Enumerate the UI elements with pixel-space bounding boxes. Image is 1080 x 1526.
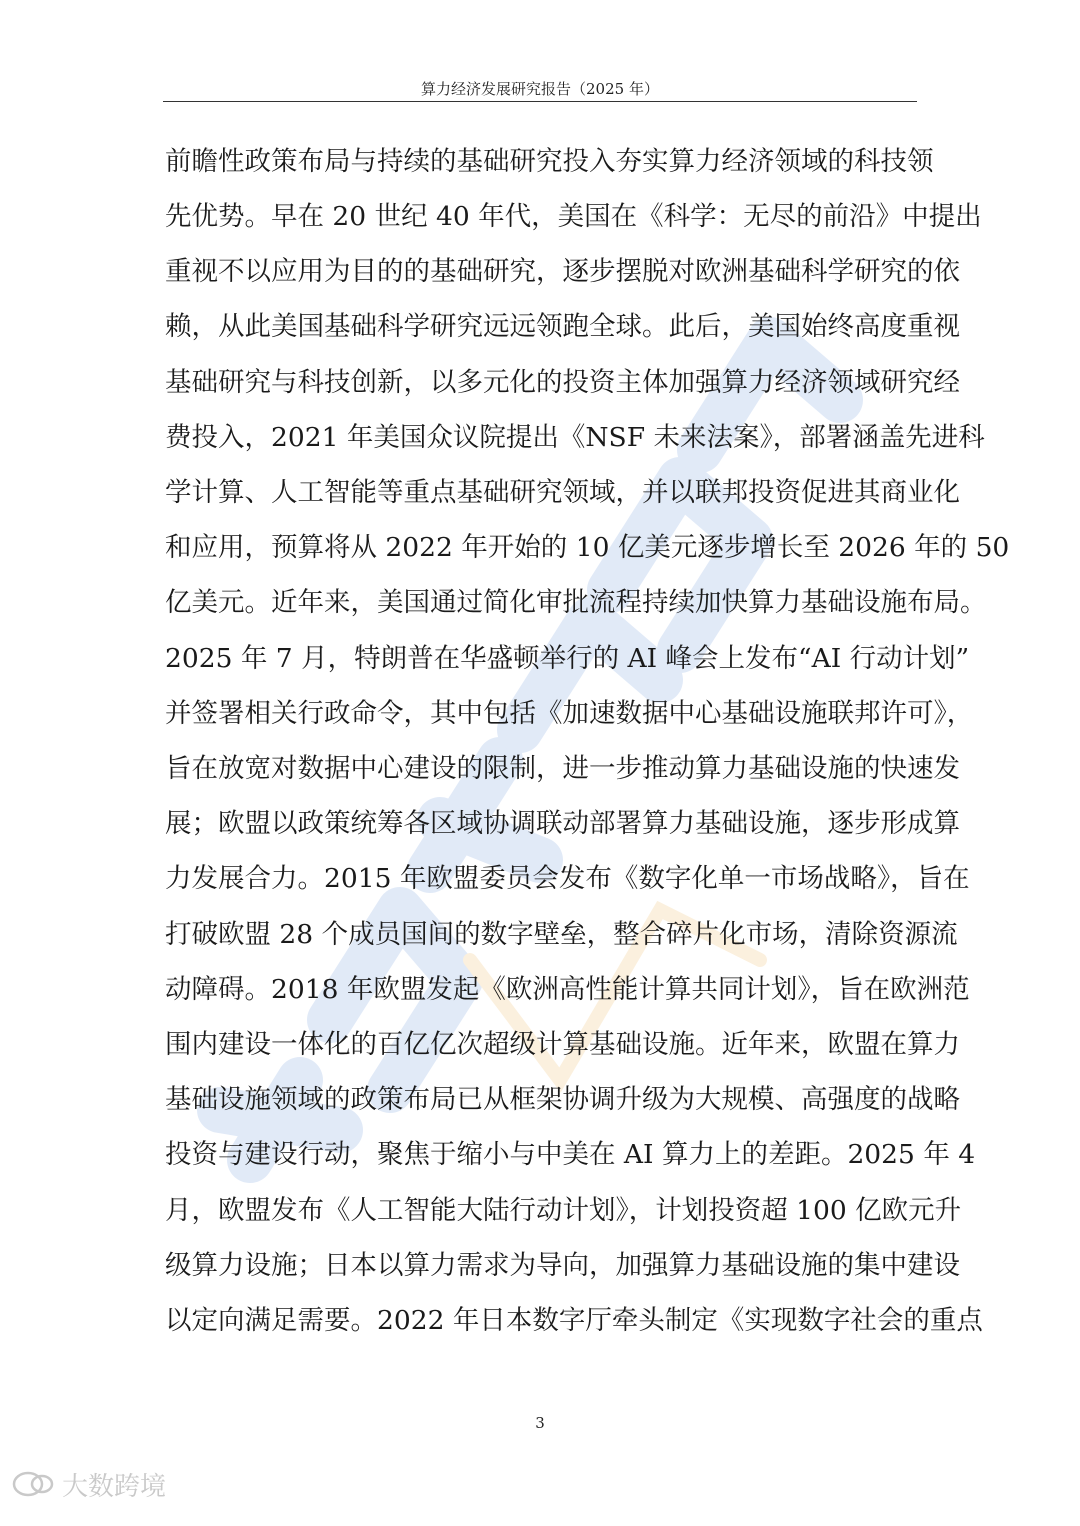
text-line: 基础设施领域的政策布局已从框架协调升级为大规模、高强度的战略 [165, 1084, 960, 1115]
header-rule [163, 101, 917, 102]
text-line: 费投入，2021 年美国众议院提出《NSF 未来法案》，部署涵盖先进科 [165, 422, 985, 453]
chat-bubble-icon [10, 1469, 56, 1499]
text-line: 赖，从此美国基础科学研究远远领跑全球。此后，美国始终高度重视 [165, 311, 960, 342]
text-line: 和应用，预算将从 2022 年开始的 10 亿美元逐步增长至 2026 年的 50 [165, 532, 1010, 563]
text-line: 前瞻性政策布局与持续的基础研究投入夯实算力经济领域的科技领 [165, 146, 934, 177]
source-watermark [10, 1464, 166, 1504]
text-line: 力发展合力。2015 年欧盟委员会发布《数字化单一市场战略》，旨在 [165, 863, 970, 894]
text-line: 基础研究与科技创新，以多元化的投资主体加强算力经济领域研究经 [165, 367, 960, 398]
text-line: 投资与建设行动，聚焦于缩小与中美在 AI 算力上的差距。2025 年 4 [165, 1139, 976, 1170]
text-line: 以定向满足需要。2022 年日本数字厅牵头制定《实现数字社会的重点 [165, 1305, 983, 1336]
text-line: 旨在放宽对数据中心建设的限制，进一步推动算力基础设施的快速发 [165, 753, 960, 784]
text-line: 重视不以应用为目的的基础研究，逐步摆脱对欧洲基础科学研究的依 [165, 256, 960, 287]
running-header: 算力经济发展研究报告（2025 年） [421, 80, 659, 98]
text-line: 并签署相关行政命令，其中包括《加速数据中心基础设施联邦许可》， [165, 698, 974, 729]
text-line: 动障碍。2018 年欧盟发起《欧洲高性能计算共同计划》，旨在欧洲范 [165, 974, 970, 1005]
text-line: 亿美元。近年来，美国通过简化审批流程持续加快算力基础设施布局。 [165, 587, 987, 618]
text-line: 先优势。早在 20 世纪 40 年代，美国在《科学：无尽的前沿》中提出 [165, 201, 982, 232]
source-label: 大数跨境 [62, 1471, 167, 1502]
text-line: 2025 年 7 月，特朗普在华盛顿举行的 AI 峰会上发布“AI 行动计划” [165, 643, 970, 674]
text-line: 月，欧盟发布《人工智能大陆行动计划》，计划投资超 100 亿欧元升 [165, 1195, 962, 1226]
text-line: 围内建设一体化的百亿亿次超级计算基础设施。近年来，欧盟在算力 [165, 1029, 960, 1060]
text-line: 展；欧盟以政策统筹各区域协调联动部署算力基础设施，逐步形成算 [165, 808, 960, 839]
text-line: 级算力设施；日本以算力需求为导向，加强算力基础设施的集中建设 [165, 1250, 960, 1281]
text-line: 学计算、人工智能等重点基础研究领域，并以联邦投资促进其商业化 [165, 477, 960, 508]
page-number: 3 [535, 1414, 545, 1432]
text-line: 打破欧盟 28 个成员国间的数字壁垒，整合碎片化市场，清除资源流 [165, 919, 958, 950]
